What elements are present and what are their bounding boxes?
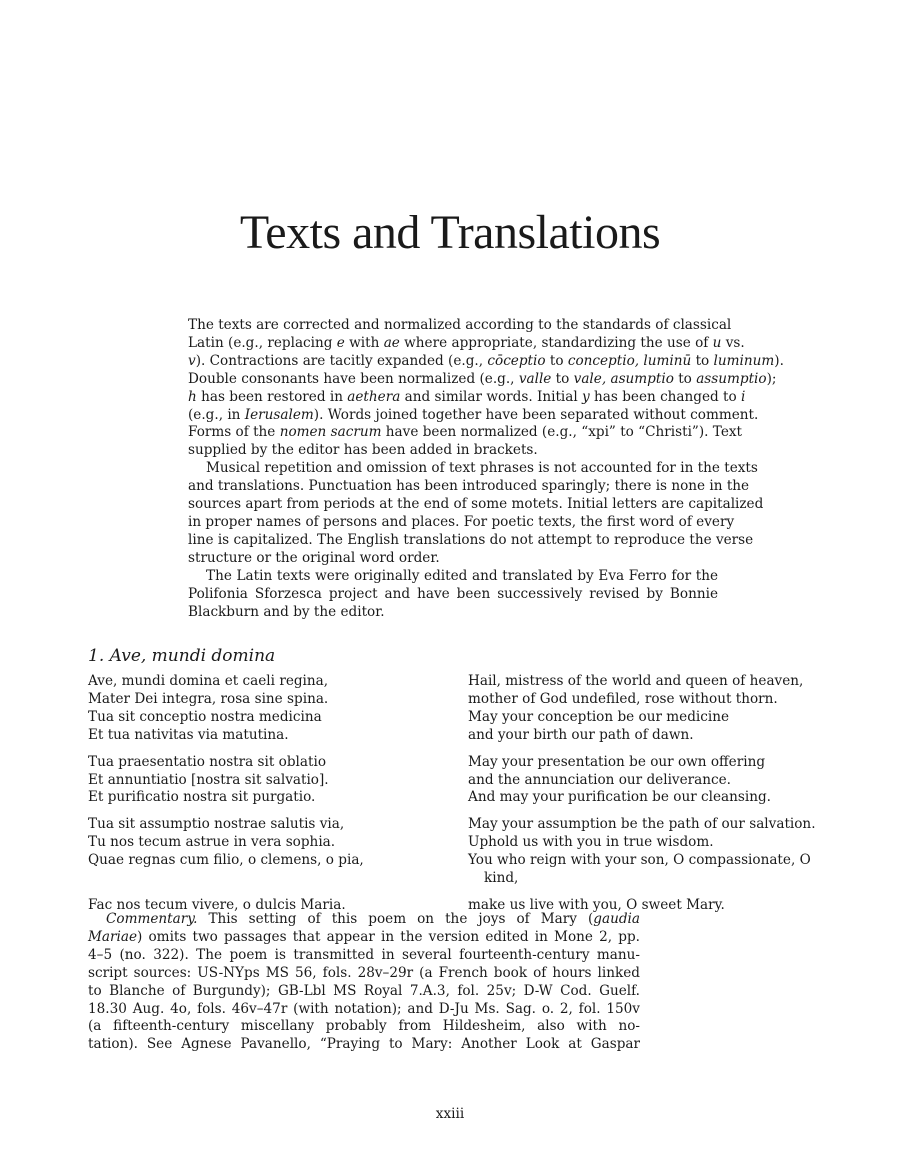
verse-line: kind, (484, 870, 519, 887)
text: 4–5 (no. 322). The poem is transmitted in several fourteenth-century manu- (88, 946, 640, 963)
text: Musical repetition and omission of text phrases is not accounted for in the texts (206, 460, 758, 477)
text: 18.30 Aug. 4o, fols. 46v–47r (with notation); and D-Ju Ms. Sag. o. 2, fol. 150v (88, 1000, 640, 1017)
text: structure or the original word order. (188, 549, 440, 566)
verse-line: May your conception be our medicine (468, 708, 730, 725)
text: ) omits two passages that appear in the version edited in Mone 2, pp. (137, 928, 640, 945)
italic-text: luminum (713, 352, 775, 369)
italic-text: Mariae (88, 928, 138, 945)
verse-line: and the annunciation our deliverance. (468, 771, 731, 788)
text: where appropriate, standardizing the use of (399, 334, 713, 351)
italic-text: u (712, 334, 722, 351)
text-line (188, 460, 758, 478)
verse-line: mother of God undefiled, rose without thorn. (468, 690, 778, 707)
text: line is capitalized. The English translations do not attempt to reproduce the verse (188, 531, 754, 548)
text-line (88, 983, 640, 1001)
verse-line: Mater Dei integra, rosa sine spina. (88, 690, 329, 707)
text-line (188, 550, 718, 568)
text: Double consonants have been normalized (e.g., (188, 370, 519, 387)
text: to (691, 352, 714, 369)
text: have been normalized (e.g., “xpi” to “Christi”). Text (381, 424, 742, 441)
verse-line: May your assumption be the path of our salvation. (468, 816, 816, 833)
stanza (468, 754, 816, 808)
text: to (551, 370, 574, 387)
verse-line: Ave, mundi domina et caeli regina, (88, 673, 329, 689)
text: Blackburn and by the editor. (188, 603, 385, 620)
text-line (188, 352, 784, 371)
text: The Latin texts were originally edited and translated by Eva Ferro for the (206, 567, 718, 584)
text-line (188, 370, 777, 389)
text-line (188, 424, 742, 442)
stanza (468, 673, 816, 745)
italic-text: gaudia (593, 911, 640, 927)
verse-line: Tua sit assumptio nostrae salutis via, (88, 816, 345, 833)
text: ); (766, 370, 777, 387)
stanza (88, 816, 364, 888)
commentary (88, 911, 640, 1054)
page-title: Texts and Translations (239, 206, 661, 259)
text: This setting of this poem on the joys of Mary ( (197, 911, 594, 927)
italic-text: vale, asumptio (573, 370, 674, 387)
section-heading: 1. Ave, mundi domina (88, 646, 276, 666)
verse-line: Uphold us with you in true wisdom. (468, 834, 714, 851)
latin-text (88, 673, 364, 924)
text: ). Contractions are tacitly expanded (e.g., (195, 352, 488, 369)
text-line (188, 496, 764, 514)
text: with (344, 334, 384, 351)
italic-text: e (336, 334, 345, 351)
text-line (88, 965, 640, 983)
text-line (188, 334, 745, 353)
text: has been restored in (196, 388, 348, 405)
text: Forms of the (188, 424, 280, 441)
text: and similar words. Initial (400, 388, 583, 405)
text: sources apart from periods at the end of some motets. Initial letters are capitalized (188, 496, 764, 513)
text-line (188, 586, 718, 604)
stanza (468, 816, 816, 888)
verse-line: Quae regnas cum filio, o clemens, o pia, (88, 852, 364, 869)
italic-text: assumptio (696, 370, 767, 387)
italic-text: y (582, 388, 590, 405)
text: supplied by the editor has been added in brackets. (188, 442, 538, 459)
text: The texts are corrected and normalized according to the standards of classical (188, 317, 732, 333)
verse-line: Tu nos tecum astrue in vera sophia. (88, 834, 336, 851)
stanza (88, 754, 364, 808)
verse-line: Tua sit conceptio nostra medicina (88, 708, 322, 725)
italic-text: h (188, 388, 197, 405)
text: to (545, 352, 568, 369)
italic-text: i (741, 388, 746, 405)
italic-text: ae (383, 334, 400, 351)
text-line (188, 531, 754, 550)
italic-text: v (188, 352, 196, 369)
text: ). Words joined together have been separated without comment. (313, 406, 759, 423)
text: and translations. Punctuation has been introduced sparingly; there is none in the (188, 478, 750, 495)
verse-line: Et tua nativitas via matutina. (88, 726, 289, 743)
text: Polifonia Sforzesca project and have been successively revised by Bonnie (188, 585, 718, 602)
text: Latin (e.g., replacing (188, 334, 337, 351)
verse-line: Et annuntiatio [nostra sit salvatio]. (88, 771, 329, 788)
text-line (188, 478, 750, 496)
text: (a fifteenth-century miscellany probably from Hildesheim, also with no- (88, 1018, 640, 1035)
verse-line: Fac nos tecum vivere, o dulcis Maria. (88, 896, 346, 913)
verse-line: Tua praesentatio nostra sit oblatio (88, 753, 326, 770)
text-line (188, 513, 735, 532)
text-line (88, 929, 640, 947)
text: has been changed to (589, 388, 742, 405)
text-line (88, 1036, 640, 1054)
text-line (188, 568, 718, 586)
text-line (88, 1001, 640, 1019)
verse-line: You who reign with your son, O compassionate, O (468, 852, 811, 869)
verse-line: Hail, mistress of the world and queen of heaven, (468, 673, 804, 689)
verse-line (88, 870, 364, 888)
text-line (188, 317, 732, 335)
verse-line: make us live with you, O sweet Mary. (468, 896, 725, 913)
text-line (188, 406, 759, 425)
page-number: xxiii (435, 1106, 465, 1122)
verse-line: and your birth our path of dawn. (468, 726, 694, 743)
verse-line: May your presentation be our own offering (468, 753, 766, 770)
text: script sources: US-NYps MS 56, fols. 28v–29r (a French book of hours linked (88, 964, 640, 981)
stanza (88, 673, 364, 745)
text: tation). See Agnese Pavanello, “Praying to Mary: Another Look at Gaspar (88, 1036, 640, 1053)
italic-text: Ierusalem (244, 406, 314, 423)
text-line (88, 947, 640, 965)
text-line (88, 1018, 640, 1036)
text: (e.g., in (188, 406, 245, 423)
text: in proper names of persons and places. For poetic texts, the first word of every (188, 513, 735, 530)
text: to (673, 370, 697, 387)
italic-text: valle (518, 370, 552, 387)
intro-text (188, 317, 784, 621)
text: vs. (721, 334, 745, 351)
verse-line: And may your purification be our cleansing. (468, 789, 771, 806)
text-line (188, 388, 746, 407)
italic-text: conceptio, luminū (567, 352, 692, 369)
italic-text: cōceptio (487, 352, 546, 369)
text-line (88, 911, 640, 929)
text-line (188, 604, 718, 622)
verse-line: Et purificatio nostra sit purgatio. (88, 789, 316, 806)
text: to Blanche of Burgundy); GB-Lbl MS Royal 7.A.3, fol. 25v; D-W Cod. Guelf. (88, 982, 640, 999)
english-translation (468, 673, 816, 924)
italic-text: Commentary. (106, 911, 198, 927)
italic-text: nomen sacrum (279, 424, 382, 441)
text-line (188, 442, 718, 460)
italic-text: aethera (347, 388, 401, 405)
text: ). (774, 352, 784, 369)
